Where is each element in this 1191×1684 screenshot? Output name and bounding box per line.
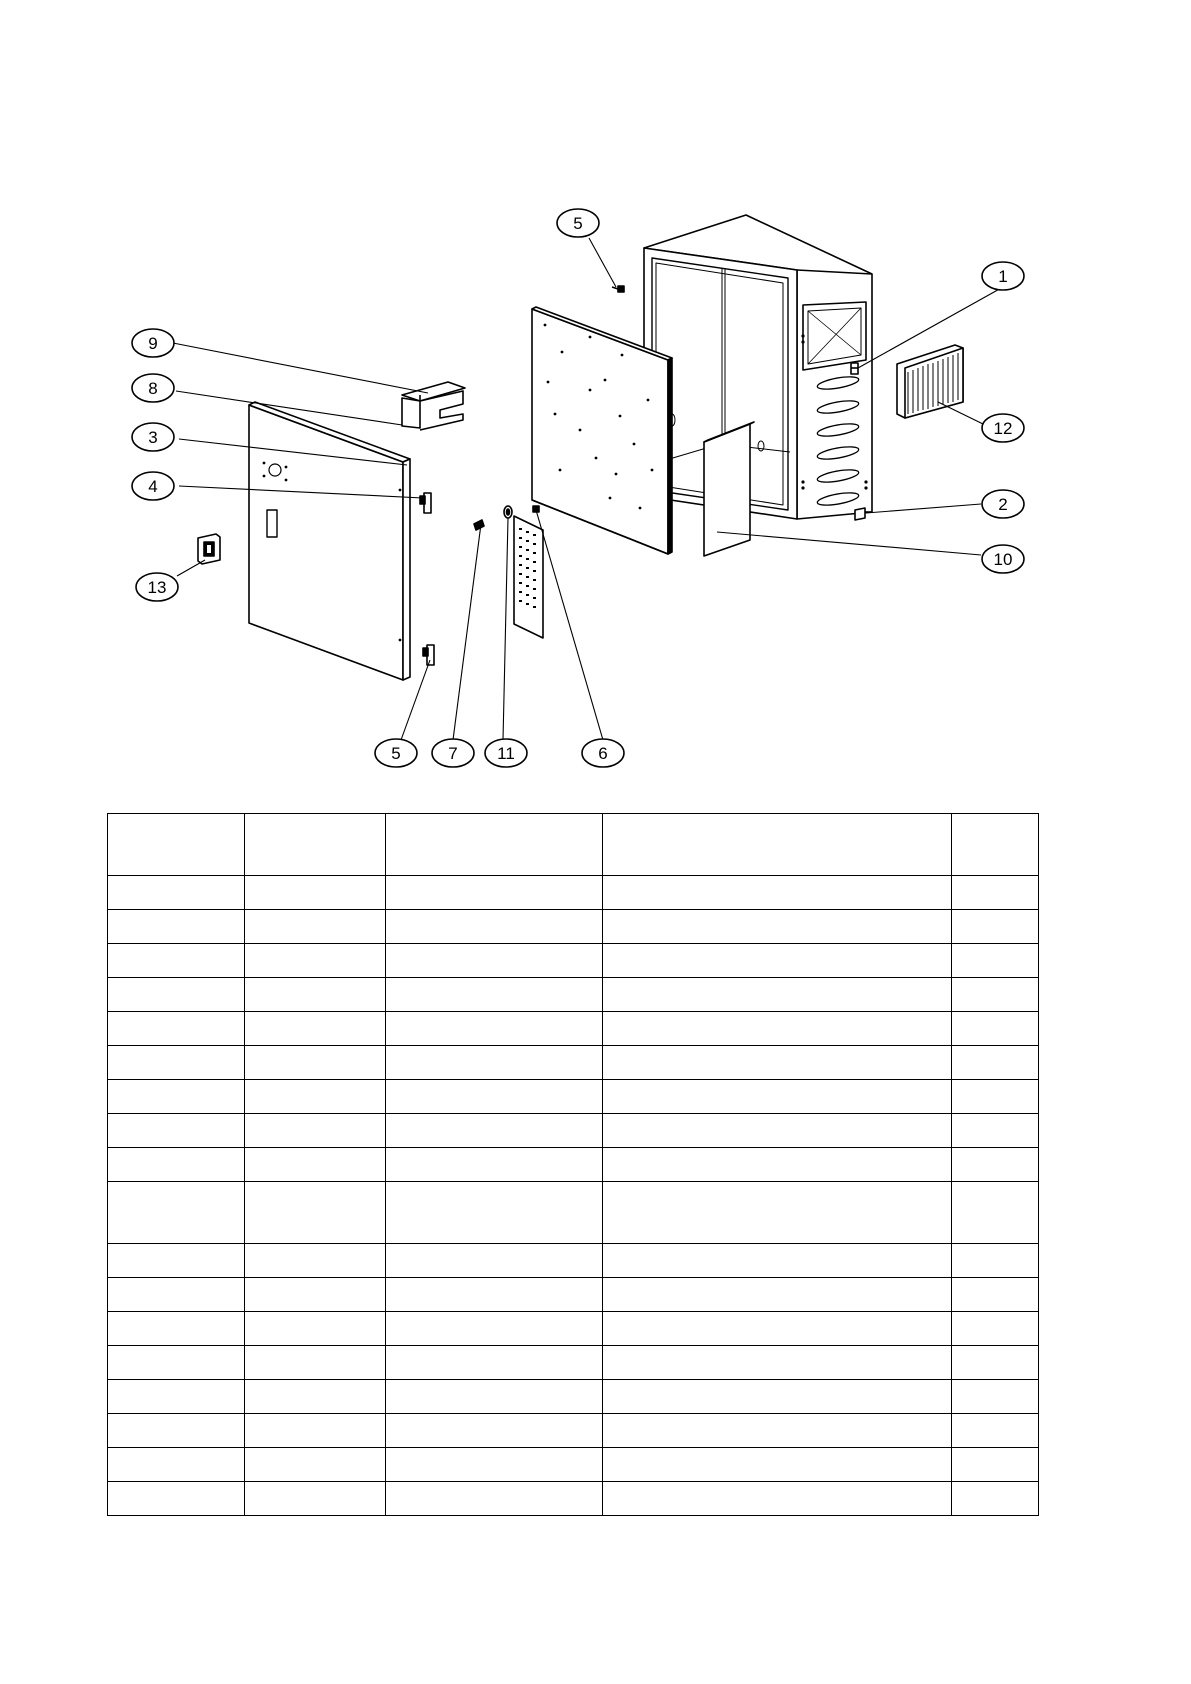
table-cell xyxy=(386,1346,603,1380)
table-cell xyxy=(952,1182,1039,1244)
part-12-filter-fan xyxy=(897,345,963,418)
table-row xyxy=(108,910,1039,944)
table-cell xyxy=(603,1080,952,1114)
table-cell xyxy=(386,1080,603,1114)
table-cell xyxy=(952,1482,1039,1516)
table-cell xyxy=(108,814,245,876)
table-cell xyxy=(386,1482,603,1516)
table-cell xyxy=(952,1080,1039,1114)
table-cell xyxy=(108,1148,245,1182)
cabinet-body xyxy=(644,215,872,519)
part-5-screw-top xyxy=(612,286,624,292)
table-cell xyxy=(245,1380,386,1414)
table-cell xyxy=(952,814,1039,876)
svg-text:9: 9 xyxy=(148,334,158,353)
table-cell xyxy=(108,1312,245,1346)
table-cell xyxy=(108,1346,245,1380)
part-3-door xyxy=(249,402,410,680)
callout-5-bottom xyxy=(375,739,417,767)
table-cell xyxy=(386,1148,603,1182)
table-cell xyxy=(245,1244,386,1278)
part-6-perforated-panel xyxy=(514,506,543,638)
callout-5-top xyxy=(557,209,599,237)
table-cell xyxy=(386,1380,603,1414)
table-cell xyxy=(386,944,603,978)
table-cell xyxy=(603,1182,952,1244)
table-cell xyxy=(108,1482,245,1516)
table-cell xyxy=(108,876,245,910)
callout-2 xyxy=(982,490,1024,518)
table-row xyxy=(108,1046,1039,1080)
table-cell xyxy=(108,1448,245,1482)
table-cell xyxy=(603,1114,952,1148)
table-cell xyxy=(603,1448,952,1482)
svg-text:5: 5 xyxy=(391,744,401,763)
table-cell xyxy=(952,910,1039,944)
part-11-washer xyxy=(504,506,512,518)
table-cell xyxy=(386,1046,603,1080)
table-cell xyxy=(245,978,386,1012)
table-row xyxy=(108,1012,1039,1046)
part-1-latch xyxy=(851,363,858,374)
table-cell xyxy=(108,1114,245,1148)
table-cell xyxy=(108,1080,245,1114)
exploded-assembly-drawing xyxy=(0,0,1191,790)
table-cell xyxy=(386,1182,603,1244)
table-cell xyxy=(386,1244,603,1278)
table-row xyxy=(108,1414,1039,1448)
callout-10 xyxy=(982,545,1024,573)
table-row xyxy=(108,1182,1039,1244)
part-10-side-panel xyxy=(704,422,754,556)
table-cell xyxy=(386,1114,603,1148)
table-cell xyxy=(245,1346,386,1380)
table-header-row xyxy=(108,814,1039,876)
callout-4 xyxy=(132,472,174,500)
table-row xyxy=(108,1312,1039,1346)
svg-text:13: 13 xyxy=(147,578,167,597)
table-cell xyxy=(386,978,603,1012)
table-cell xyxy=(952,876,1039,910)
table-cell xyxy=(603,1012,952,1046)
table-cell xyxy=(603,814,952,876)
table-cell xyxy=(603,1482,952,1516)
table-cell xyxy=(386,1312,603,1346)
table-cell xyxy=(386,1012,603,1046)
svg-text:4: 4 xyxy=(148,477,158,496)
table-cell xyxy=(952,1046,1039,1080)
part-4-hinge xyxy=(420,493,431,513)
table-row xyxy=(108,1278,1039,1312)
table-cell xyxy=(245,1312,386,1346)
table-cell xyxy=(952,1278,1039,1312)
table-cell xyxy=(245,814,386,876)
callout-7 xyxy=(432,739,474,767)
table-cell xyxy=(603,1380,952,1414)
table-cell xyxy=(603,1278,952,1312)
table-cell xyxy=(952,1448,1039,1482)
table-cell xyxy=(245,876,386,910)
table-row xyxy=(108,1346,1039,1380)
svg-text:3: 3 xyxy=(148,428,158,447)
table-cell xyxy=(386,876,603,910)
table-cell xyxy=(245,1012,386,1046)
svg-text:11: 11 xyxy=(497,744,515,763)
table-cell xyxy=(603,1244,952,1278)
table-cell xyxy=(603,1148,952,1182)
table-cell xyxy=(245,944,386,978)
table-row xyxy=(108,1148,1039,1182)
table-cell xyxy=(603,1312,952,1346)
svg-text:6: 6 xyxy=(598,744,608,763)
callout-9 xyxy=(132,329,174,357)
table-cell xyxy=(245,1148,386,1182)
table-row xyxy=(108,944,1039,978)
table-cell xyxy=(245,1482,386,1516)
table-cell xyxy=(603,1346,952,1380)
table-cell xyxy=(108,1414,245,1448)
table-cell xyxy=(603,1046,952,1080)
table-cell xyxy=(952,1380,1039,1414)
parts-list-table xyxy=(107,813,1039,1516)
table-cell xyxy=(108,1380,245,1414)
table-row xyxy=(108,1482,1039,1516)
table-cell xyxy=(386,910,603,944)
table-cell xyxy=(603,910,952,944)
table-cell xyxy=(952,1346,1039,1380)
table-cell xyxy=(603,876,952,910)
table-cell xyxy=(603,978,952,1012)
table-cell xyxy=(245,1114,386,1148)
table-cell xyxy=(108,1182,245,1244)
part-13-lock xyxy=(198,534,220,564)
table-cell xyxy=(245,1046,386,1080)
table-cell xyxy=(108,1046,245,1080)
callout-12 xyxy=(982,414,1024,442)
table-cell xyxy=(245,1448,386,1482)
table-cell xyxy=(108,1278,245,1312)
callout-11 xyxy=(485,739,527,767)
table-cell xyxy=(952,978,1039,1012)
part-5-hinge-bottom xyxy=(423,645,434,665)
callout-6 xyxy=(582,739,624,767)
table-cell xyxy=(603,1414,952,1448)
table-cell xyxy=(245,910,386,944)
table-cell xyxy=(245,1414,386,1448)
svg-text:8: 8 xyxy=(148,379,158,398)
table-cell xyxy=(245,1182,386,1244)
svg-text:7: 7 xyxy=(448,744,458,763)
table-row xyxy=(108,1244,1039,1278)
table-row xyxy=(108,1448,1039,1482)
callout-3 xyxy=(132,423,174,451)
table-cell xyxy=(108,910,245,944)
table-row xyxy=(108,1114,1039,1148)
svg-text:10: 10 xyxy=(993,550,1013,569)
part-7-screw xyxy=(474,520,484,530)
table-cell xyxy=(603,944,952,978)
table-cell xyxy=(952,1244,1039,1278)
table-cell xyxy=(386,1448,603,1482)
callout-8 xyxy=(132,374,174,402)
table-cell xyxy=(108,944,245,978)
table-cell xyxy=(952,1312,1039,1346)
table-cell xyxy=(108,1244,245,1278)
callout-1 xyxy=(982,262,1024,290)
table-row xyxy=(108,1080,1039,1114)
table-cell xyxy=(108,1012,245,1046)
table-cell xyxy=(952,1012,1039,1046)
svg-text:1: 1 xyxy=(998,267,1008,286)
table-row xyxy=(108,978,1039,1012)
svg-text:5: 5 xyxy=(573,214,583,233)
table-cell xyxy=(952,1414,1039,1448)
callout-13 xyxy=(136,573,178,601)
table-cell xyxy=(952,1148,1039,1182)
table-cell xyxy=(952,944,1039,978)
svg-text:2: 2 xyxy=(998,495,1008,514)
table-cell xyxy=(952,1114,1039,1148)
table-cell xyxy=(386,1278,603,1312)
table-cell xyxy=(386,814,603,876)
table-row xyxy=(108,876,1039,910)
table-cell xyxy=(245,1278,386,1312)
svg-text:12: 12 xyxy=(993,419,1013,438)
table-cell xyxy=(108,978,245,1012)
table-cell xyxy=(245,1080,386,1114)
table-row xyxy=(108,1380,1039,1414)
table-cell xyxy=(386,1414,603,1448)
